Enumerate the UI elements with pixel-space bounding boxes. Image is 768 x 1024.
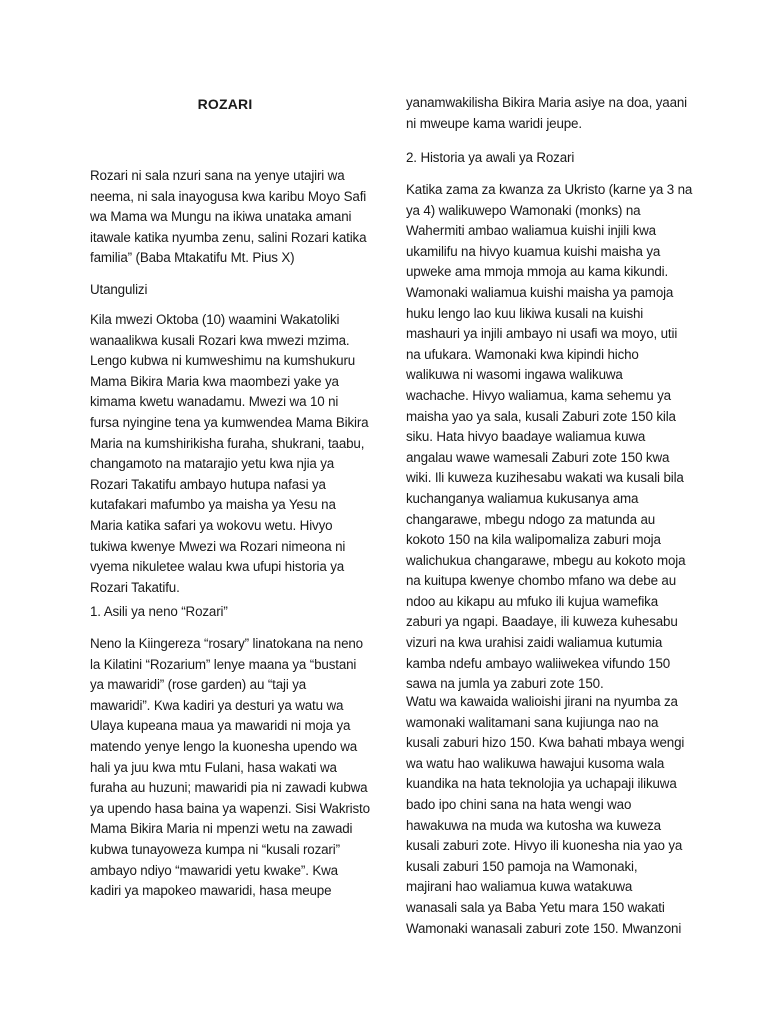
text-line: Rozari ni sala nzuri sana na yenye utajiri wa <box>90 168 345 183</box>
text-line: ambayo ndiyo “mawaridi yetu kwake”. Kwa <box>90 862 338 878</box>
text-line: kusali zaburi zote. Hivyo ili kuonesha nia yao ya <box>406 838 683 854</box>
text-line: familia” (Baba Mtakatifu Mt. Pius X) <box>90 250 295 266</box>
text-line: ndoo au kikapu au mfuko ili kujua wamefika <box>406 593 658 609</box>
right-paragraph <box>406 93 696 134</box>
text-line: Mama Bikira Maria ni mpenzi wetu na zawadi <box>90 821 353 837</box>
text-line: vyema nikuletee walau kwa ufupi historia ya <box>90 559 345 575</box>
text-line: Maria katika safari ya wokovu wetu. Hivyo <box>90 517 333 533</box>
text-line: wamonaki walitamani sana kujiunga nao na <box>406 714 659 730</box>
text-line: kadiri ya mapokeo mawaridi, hasa meupe <box>90 883 332 899</box>
right-paragraph <box>406 148 696 169</box>
text-line: Utangulizi <box>90 282 148 297</box>
text-line: furaha au huzuni; mawaridi pia ni zawadi kubwa <box>90 780 368 796</box>
text-line: Wahermiti ambao waliamua kuishi injili kwa <box>406 223 656 239</box>
text-line: 2. Historia ya awali ya Rozari <box>406 150 575 165</box>
text-line: kokoto 150 na kila walipomaliza zaburi moja <box>406 532 661 548</box>
text-line: mashauri ya injili ambayo ni usafi wa moyo, utii <box>406 326 678 342</box>
text-line: hali ya juu kwa mtu Fulani, hasa wakati wa <box>90 759 337 775</box>
text-line: maisha yao ya sala, kusali Zaburi zote 150 kila <box>406 408 676 424</box>
text-line: tukiwa kwenye Mwezi wa Rozari nimeona ni <box>90 538 346 554</box>
text-line: hawakuwa na muda wa kutosha wa kuweza <box>406 817 661 833</box>
left-paragraph <box>90 310 380 598</box>
text-line: upweke ama mmoja mmoja au kama kikundi. <box>406 264 669 280</box>
text-line: kutafakari mafumbo ya maisha ya Yesu na <box>90 497 336 513</box>
text-line: mawaridi”. Kwa kadiri ya desturi ya watu wa <box>90 697 344 713</box>
text-line: siku. Hata hivyo baadaye waliamua kuwa <box>406 429 646 445</box>
left-paragraph <box>90 280 380 301</box>
text-line: kimama kwetu wanadamu. Mwezi wa 10 ni <box>90 394 339 410</box>
text-line: wiki. Ili kuweza kuzihesabu wakati wa kusali bila <box>406 470 684 486</box>
text-line: Wamonaki wanasali zaburi zote 150. Mwanzoni <box>406 920 682 936</box>
left-paragraph <box>90 634 380 902</box>
text-line: walichukua changarawe, mbegu au kokoto moja <box>406 552 686 568</box>
text-line: kamba ndefu ambayo waliiwekea vifundo 150 <box>406 655 671 671</box>
text-line: wa watu hao walikuwa hawajui kusoma wala <box>406 755 665 771</box>
text-line: Katika zama za kwanza za Ukristo (karne ya 3 na <box>406 182 693 197</box>
text-line: na kuitupa kwenye chombo mfano wa debe au <box>406 573 677 589</box>
left-paragraph <box>90 166 380 269</box>
text-line: kubwa tunayoweza kumpa ni “kusali rozari” <box>90 841 340 857</box>
text-line: Maria na kumshirikisha furaha, shukrani, taabu, <box>90 435 365 451</box>
text-line: kusali zaburi 150 pamoja na Wamonaki, <box>406 858 638 874</box>
text-line: itawale katika nyumba zenu, salini Rozari katika <box>90 229 367 245</box>
text-line: walikuwa ni wasomi ingawa walikuwa <box>406 367 623 383</box>
text-line: angalau wawe wamesali Zaburi zote 150 kwa <box>406 449 670 465</box>
text-line: na ufukara. Wamonaki kwa kipindi hicho <box>406 346 639 362</box>
text-line: Rozari Takatifu ambayo hutupa nafasi ya <box>90 476 326 492</box>
text-line: majirani hao waliamua kuwa watakuwa <box>406 879 633 895</box>
text-line: kuandika na hata teknolojia ya uchapaji ilikuwa <box>406 776 677 792</box>
text-line: Lengo kubwa ni kumweshimu na kumshukuru <box>90 353 356 369</box>
left-paragraph <box>90 602 380 623</box>
text-line: ukamilifu na hivyo kuamua kuishi maisha ya <box>406 243 661 259</box>
text-line: huku lengo lao kuu likiwa kusali na kuishi <box>406 305 644 321</box>
right-paragraph <box>406 692 696 939</box>
text-line: Ulaya kupeana maua ya mawaridi ni moja ya <box>90 718 351 734</box>
text-line: ya mawaridi” (rose garden) au “taji ya <box>90 677 307 693</box>
text-line: ya 4) walikuwepo Wamonaki (monks) na <box>406 202 641 218</box>
text-line: la Kilatini “Rozarium” lenye maana ya “bustani <box>90 656 357 672</box>
text-line: Kila mwezi Oktoba (10) waamini Wakatoliki <box>90 312 340 327</box>
text-line: changarawe, mbegu ndogo za matunda au <box>406 511 656 527</box>
text-line: ni mweupe kama waridi jeupe. <box>406 115 582 131</box>
text-line: Wamonaki waliamua kuishi maisha ya pamoja <box>406 284 674 300</box>
right-paragraph <box>406 180 696 695</box>
text-line: vizuri na kwa urahisi zaidi waliamua kutumia <box>406 635 663 651</box>
text-line: changamoto na matarajio yetu kwa njia ya <box>90 456 335 472</box>
text-line: wanasali sala ya Baba Yetu mara 150 wakati <box>406 899 665 915</box>
text-line: wa Mama wa Mungu na ikiwa unataka amani <box>90 209 352 225</box>
text-line: kusali zaburi hizo 150. Kwa bahati mbaya wengi <box>406 735 685 751</box>
text-line: Watu wa kawaida walioishi jirani na nyumba za <box>406 694 678 709</box>
text-line: Rozari Takatifu. <box>90 579 180 595</box>
text-line: sawa na jumla ya zaburi zote 150. <box>406 676 604 692</box>
text-line: Neno la Kiingereza “rosary” linatokana na neno <box>90 636 363 651</box>
text-line: neema, ni sala inayogusa kwa karibu Moyo Safi <box>90 188 367 204</box>
text-line: Mama Bikira Maria kwa maombezi yake ya <box>90 373 339 389</box>
text-line: ya upendo hasa baina ya wapenzi. Sisi Wakristo <box>90 800 370 816</box>
text-line: zaburi ya ngapi. Baadaye, ili kuweza kuhesabu <box>406 614 678 630</box>
text-line: kuchanganya waliamua kukusanya ama <box>406 490 639 506</box>
text-line: matendo yenye lengo la kuonesha upendo wa <box>90 738 358 754</box>
text-line: wachache. Hivyo waliamua, kama sehemu ya <box>406 387 671 403</box>
text-line: 1. Asili ya neno “Rozari” <box>90 604 228 619</box>
document-title: ROZARI <box>197 96 253 112</box>
text-line: yanamwakilisha Bikira Maria asiye na doa, yaani <box>406 95 687 110</box>
text-line: fursa nyingine tena ya kumwendea Mama Bikira <box>90 414 369 430</box>
text-line: wanaalikwa kusali Rozari kwa mwezi mzima. <box>90 332 350 348</box>
text-line: bado ipo chini sana na hata wengi wao <box>406 796 632 812</box>
